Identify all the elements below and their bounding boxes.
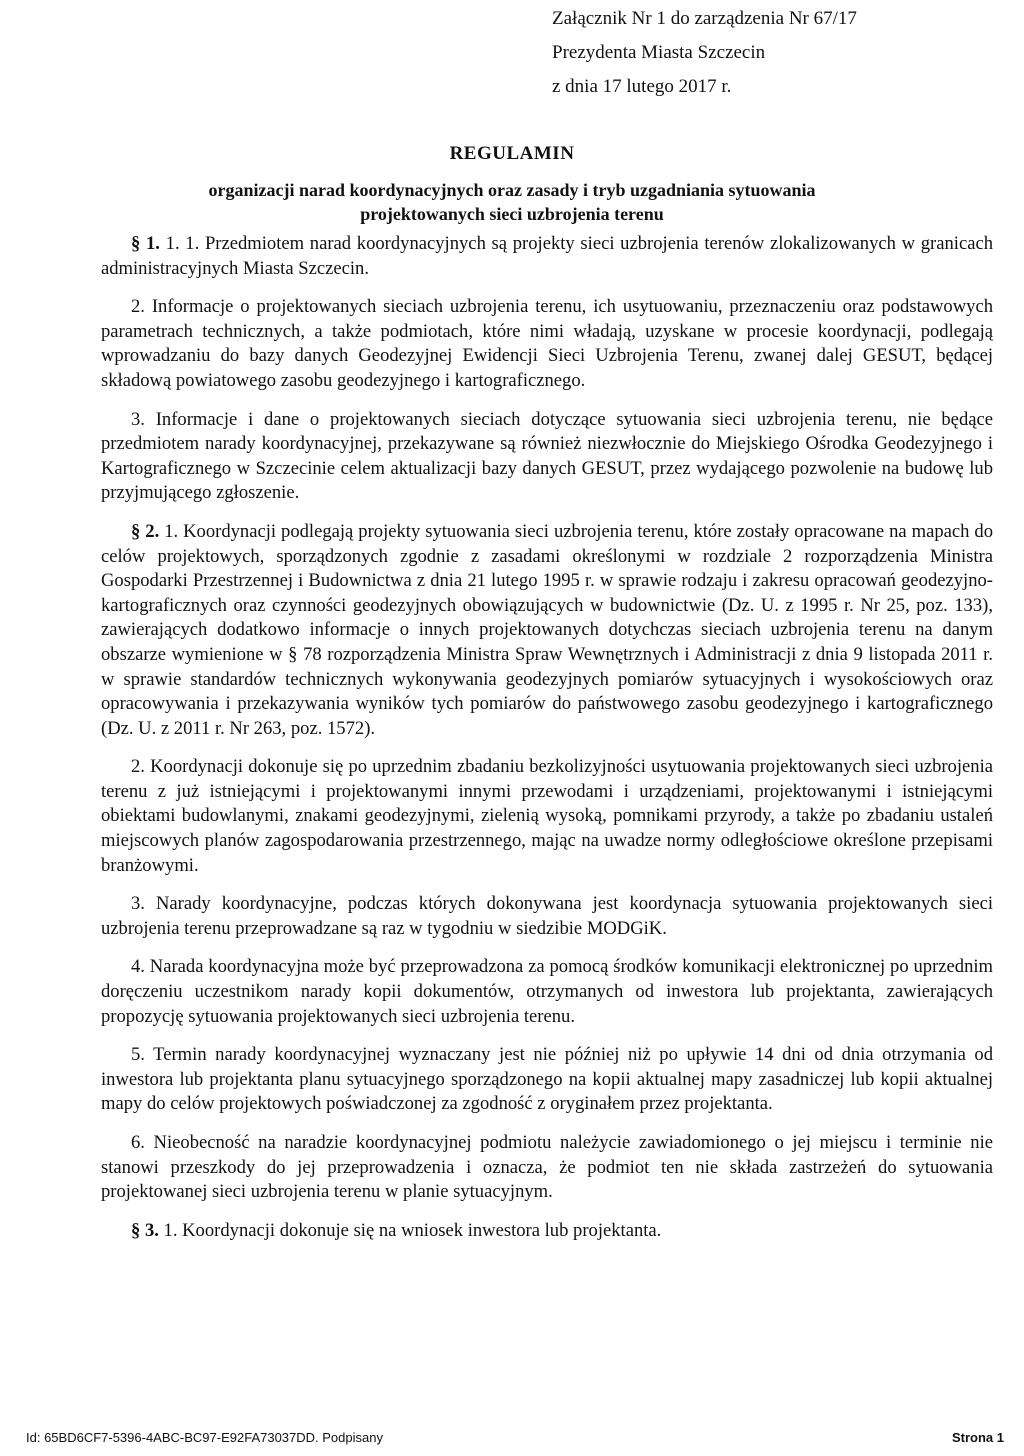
document-title: REGULAMIN: [449, 143, 575, 164]
paragraph-text: 6. Nieobecność na naradzie koordynacyjnej podmiotu należycie zawiadomionego o jej miejscu i terminie nie stanowi przeszkody do jej przeprowadzenia i oznacza, że podmiot ten nie składa zastrzeżeń do sytuowania projektowanej sieci uzbrojenia terenu w planie sytuacyjnym.: [101, 1132, 993, 1203]
document-body: [101, 232, 993, 1243]
paragraph-1: [101, 232, 993, 281]
paragraph-text: 4. Narada koordynacyjna może być przeprowadzona za pomocą środków komunikacji elektronicznej po uprzednim doręczeniu uczestnikom narady kopii dokumentów, otrzymanych od inwestora lub projektanta, zawierających propozycję sytuowania projektowanych sieci uzbrojenia terenu.: [101, 956, 993, 1027]
paragraph-text: 2. Koordynacji dokonuje się po uprzednim zbadaniu bezkolizyjności usytuowania projektowanych sieci uzbrojenia terenu z już istniejącymi i projektowanymi innymi przewodami i urządzeniami, projektowanymi i istniejącymi obiektami budowlanymi, znakami geodezyjnymi, zielenią wysoką, pomnikami przyrody, a także po zbadaniu ustaleń miejscowych planów zagospodarowania przestrzennego, mając na uwadze normy odległościowe określone przepisami branżowymi.: [101, 756, 993, 876]
paragraph-5: [101, 755, 993, 878]
paragraph-text: 1. 1. Przedmiotem narad koordynacyjnych są projekty sieci uzbrojenia terenów zlokalizowanych w granicach administracyjnych Miasta Szczecin.: [101, 233, 993, 279]
paragraph-text: 3. Informacje i dane o projektowanych sieciach dotyczące sytuowania sieci uzbrojenia terenu, nie będące przedmiotem narady koordynacyjnej, przekazywane są również niezwłocznie do Miejskiego Ośrodka Geodezyjnego i Kartograficznego w Szczecinie celem aktualizacji bazy danych GESUT, przez wydającego pozwolenie na budowę lub przyjmującego zgłoszenie.: [101, 408, 993, 504]
header-line-3: z dnia 17 lutego 2017 r.: [552, 76, 732, 97]
paragraph-3: [101, 408, 993, 506]
header-line-1: Załącznik Nr 1 do zarządzenia Nr 67/17: [552, 8, 857, 29]
section-marker: § 2.: [131, 520, 160, 542]
paragraph-9: [101, 1131, 993, 1205]
document-subtitle: [0, 178, 1024, 226]
attachment-header: [552, 2, 857, 104]
paragraph-text: 1. Koordynacji podlegają projekty sytuowania sieci uzbrojenia terenu, które zostały opracowane na mapach do celów projektowych, sporządzonych zgodnie z zasadami określonymi w rozdziale 2 rozporządzenia Ministra Gospodarki Przestrzennej i Budownictwa z dnia 21 lutego 1995 r. w sprawie rodzaju i zakresu opracowań geodezyjno-kartograficznych oraz czynności geodezyjnych obowiązujących w budownictwie (Dz. U. z 1995 r. Nr 25, poz. 133), zawierających dodatkowo informacje o innych projektowanych dotychczas sieciach uzbrojenia terenu na danym obszarze wymienione w § 78 rozporządzenia Ministra Spraw Wewnętrznych i Administracji z dnia 9 listopada 2011 r. w sprawie standardów technicznych wykonywania geodezyjnych pomiarów sytuacyjnych i wysokościowych oraz opracowywania i przekazywania wyników tych pomiarów do państwowego zasobu geodezyjnego i kartograficznego (Dz. U. z 2011 r. Nr 263, poz. 1572).: [101, 520, 993, 739]
paragraph-text: 3. Narady koordynacyjne, podczas których dokonywana jest koordynacja sytuowania projektowanych sieci uzbrojenia terenu przeprowadzane są raz w tygodniu w siedzibie MODGiK.: [101, 893, 993, 939]
section-marker: § 1.: [131, 233, 160, 254]
paragraph-2: [101, 295, 993, 393]
paragraph-text: 2. Informacje o projektowanych sieciach uzbrojenia terenu, ich usytuowaniu, przeznaczeniu oraz podstawowych parametrach technicznych, a także podmiotach, które nimi władają, uzyskane w procesie koordynacji, podlegają wprowadzaniu do bazy danych Geodezyjnej Ewidencji Sieci Uzbrojenia Terenu, zwanej dalej GESUT, będącej składową powiatowego zasobu geodezyjnego i kartograficznego.: [101, 296, 993, 391]
paragraph-text: 1. Koordynacji dokonuje się na wniosek inwestora lub projektanta.: [158, 1219, 662, 1241]
page-number: Strona 1: [951, 1430, 1004, 1445]
paragraph-text: 5. Termin narady koordynacyjnej wyznaczany jest nie później niż po upływie 14 dni od dnia otrzymania od inwestora lub projektanta planu sytuacyjnego sporządzonego na kopii aktualnej mapy zasadniczej lub kopii aktualnej mapy do celów projektowych poświadczonej za zgodność z oryginałem przez projektanta.: [101, 1044, 993, 1115]
paragraph-4: [101, 520, 993, 741]
header-line-2: Prezydenta Miasta Szczecin: [552, 42, 766, 63]
subtitle-line-2: projektowanych sieci uzbrojenia terenu: [360, 204, 664, 224]
paragraph-7: [101, 955, 993, 1029]
document-id: Id: 65BD6CF7-5396-4ABC-BC97-E92FA73037DD. Podpisany: [26, 1430, 383, 1445]
paragraph-6: [101, 892, 993, 941]
subtitle-line-1: organizacji narad koordynacyjnych oraz zasady i tryb uzgadniania sytuowania: [208, 180, 816, 200]
paragraph-8: [101, 1043, 993, 1117]
paragraph-10: [101, 1219, 993, 1244]
section-marker: § 3.: [131, 1219, 159, 1241]
page-footer: [26, 1430, 1004, 1452]
